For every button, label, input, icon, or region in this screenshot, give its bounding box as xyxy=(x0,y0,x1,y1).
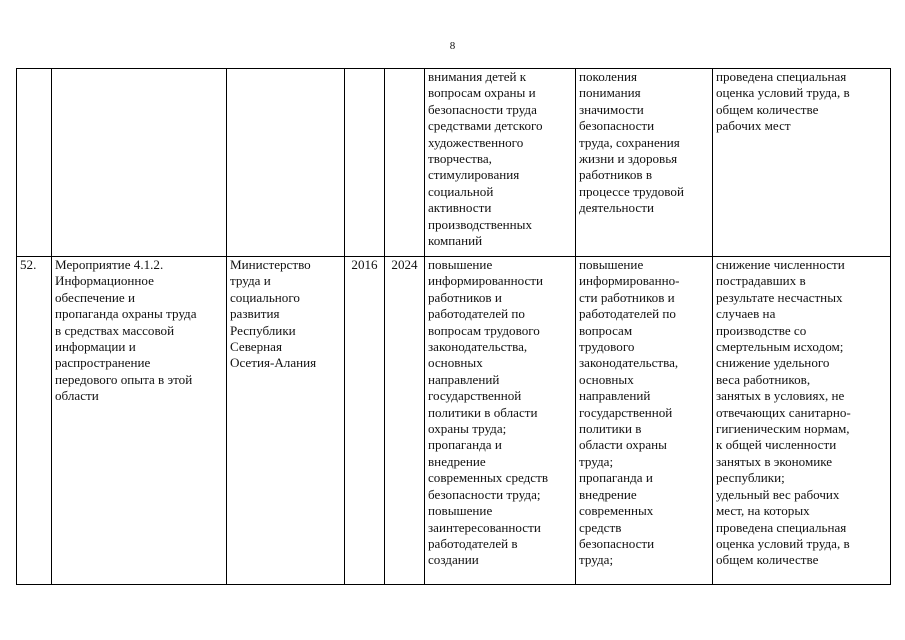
cell-text-line: активности xyxy=(428,200,492,216)
cell-text-line: законодательства, xyxy=(428,339,528,355)
cell-text-line: охраны труда; xyxy=(428,421,507,437)
executor-cell xyxy=(227,257,345,585)
row-number-cell: 52. xyxy=(17,257,52,585)
cell-text-line: проведена специальная xyxy=(716,519,847,535)
cell-text-line: мест, на которых xyxy=(716,503,810,519)
cell-text-line: работодателей по xyxy=(579,306,676,322)
results-cell xyxy=(576,257,713,585)
indicators-cell xyxy=(713,69,891,257)
cell-text-line: республики; xyxy=(716,470,785,486)
start-year-cell: 2016 xyxy=(345,257,385,585)
cell-text-line: снижение численности xyxy=(716,257,845,272)
cell-text-line: современных xyxy=(579,503,654,519)
cell-text-line: области охраны xyxy=(579,437,667,453)
cell-text-line: удельный вес рабочих xyxy=(716,486,840,502)
cell-text-line: трудового xyxy=(579,339,635,355)
cell-text-line: занятых в экономике xyxy=(716,453,833,469)
cell-text-line: пропаганда охраны труда xyxy=(55,306,197,322)
cell-text-line: общем количестве xyxy=(716,101,819,117)
cell-text-line: отвечающих санитарно- xyxy=(716,404,851,420)
cell-text-line: информированно- xyxy=(579,273,680,289)
cell-text-line: информированности xyxy=(428,273,544,289)
cell-text-line: внимания детей к xyxy=(428,69,527,84)
executor-cell xyxy=(227,69,345,257)
cell-text-line: повышение xyxy=(579,257,644,272)
cell-text-line: гигиеническим нормам, xyxy=(716,421,850,437)
cell-text-line: значимости xyxy=(579,101,644,117)
cell-text-line: заинтересованности xyxy=(428,519,541,535)
cell-text-line: результате несчастных xyxy=(716,289,843,305)
tasks-cell xyxy=(425,257,576,585)
cell-text-line: Северная xyxy=(230,339,283,355)
cell-text-line: производственных xyxy=(428,216,533,232)
cell-text-line: создании xyxy=(428,552,479,568)
cell-text-line: основных xyxy=(579,371,634,387)
cell-text-line: проведена специальная xyxy=(716,69,847,84)
end-year-cell xyxy=(385,69,425,257)
cell-text-line: внедрение xyxy=(579,486,637,502)
cell-text-line: оценка условий труда, в xyxy=(716,85,850,101)
cell-text-line: оценка условий труда, в xyxy=(716,535,850,551)
results-cell xyxy=(576,69,713,257)
cell-text-line: общем количестве xyxy=(716,552,819,568)
cell-text-line: труда, сохранения xyxy=(579,134,680,150)
end-year-cell: 2024 xyxy=(385,257,425,585)
cell-text-line: Республики xyxy=(230,322,296,338)
cell-text-line: веса работников, xyxy=(716,371,811,387)
cell-text-line: государственной xyxy=(428,388,522,404)
cell-text-line: государственной xyxy=(579,404,673,420)
table-row xyxy=(17,257,891,585)
cell-text-line: передового опыта в этой xyxy=(55,371,193,387)
cell-text-line: пропаганда и xyxy=(428,437,502,453)
cell-text-line: стимулирования xyxy=(428,167,520,183)
cell-text-line: Осетия-Алания xyxy=(230,355,317,371)
cell-text-line: области xyxy=(55,388,99,404)
cell-text-line: вопросам трудового xyxy=(428,322,540,338)
cell-text-line: сти работников и xyxy=(579,289,675,305)
cell-text-line: компаний xyxy=(428,233,483,249)
cell-text-line: поколения xyxy=(579,69,638,84)
cell-text-line: основных xyxy=(428,355,483,371)
cell-text-line: труда и xyxy=(230,273,271,289)
cell-text-line: законодательства, xyxy=(579,355,679,371)
cell-text-line: смертельным исходом; xyxy=(716,339,844,355)
cell-text-line: Министерство xyxy=(230,257,311,272)
cell-text-line: распространение xyxy=(55,355,151,371)
program-activities-table xyxy=(16,68,891,585)
start-year-cell xyxy=(345,69,385,257)
cell-text-line: процессе трудовой xyxy=(579,183,684,199)
cell-text-line: повышение xyxy=(428,503,493,519)
cell-text-line: деятельности xyxy=(579,200,654,216)
cell-text-line: пострадавших в xyxy=(716,273,806,289)
cell-text-line: пропаганда и xyxy=(579,470,653,486)
cell-text-line: занятых в условиях, не xyxy=(716,388,845,404)
cell-text-line: политики в xyxy=(579,421,642,437)
cell-text-line: безопасности труда xyxy=(428,101,537,117)
cell-text-line: политики в области xyxy=(428,404,538,420)
cell-text-line: производстве со xyxy=(716,322,807,338)
tasks-cell xyxy=(425,69,576,257)
cell-text-line: Мероприятие 4.1.2. xyxy=(55,257,164,272)
cell-text-line: жизни и здоровья xyxy=(579,151,678,167)
cell-text-line: рабочих мест xyxy=(716,118,791,134)
cell-text-line: средствами детского xyxy=(428,118,543,134)
cell-text-line: безопасности труда; xyxy=(428,486,541,502)
cell-text-line: работодателей в xyxy=(428,535,518,551)
cell-text-line: работников в xyxy=(579,167,653,183)
cell-text-line: к общей численности xyxy=(716,437,837,453)
cell-text-line: понимания xyxy=(579,85,641,101)
cell-text-line: современных средств xyxy=(428,470,549,486)
cell-text-line: повышение xyxy=(428,257,493,272)
cell-text-line: обеспечение и xyxy=(55,289,135,305)
cell-text-line: работодателей по xyxy=(428,306,525,322)
cell-text-line: Информационное xyxy=(55,273,154,289)
cell-text-line: художественного xyxy=(428,134,524,150)
cell-text-line: снижение удельного xyxy=(716,355,830,371)
cell-text-line: направлений xyxy=(428,371,500,387)
event-cell xyxy=(52,257,227,585)
cell-text-line: работников и xyxy=(428,289,502,305)
cell-text-line: труда; xyxy=(579,453,614,469)
table-row xyxy=(17,69,891,257)
cell-text-line: вопросам охраны и xyxy=(428,85,536,101)
cell-text-line: в средствах массовой xyxy=(55,322,175,338)
cell-text-line: безопасности xyxy=(579,118,655,134)
cell-text-line: творчества, xyxy=(428,151,492,167)
event-cell xyxy=(52,69,227,257)
cell-text-line: социальной xyxy=(428,183,494,199)
page-number: 8 xyxy=(449,40,456,52)
cell-text-line: средств xyxy=(579,519,622,535)
cell-text-line: развития xyxy=(230,306,280,322)
cell-text-line: внедрение xyxy=(428,453,486,469)
cell-text-line: направлений xyxy=(579,388,651,404)
row-number-cell xyxy=(17,69,52,257)
cell-text-line: труда; xyxy=(579,552,614,568)
cell-text-line: безопасности xyxy=(579,535,655,551)
cell-text-line: случаев на xyxy=(716,306,776,322)
indicators-cell xyxy=(713,257,891,585)
cell-text-line: социального xyxy=(230,289,300,305)
cell-text-line: вопросам xyxy=(579,322,633,338)
cell-text-line: информации и xyxy=(55,339,136,355)
